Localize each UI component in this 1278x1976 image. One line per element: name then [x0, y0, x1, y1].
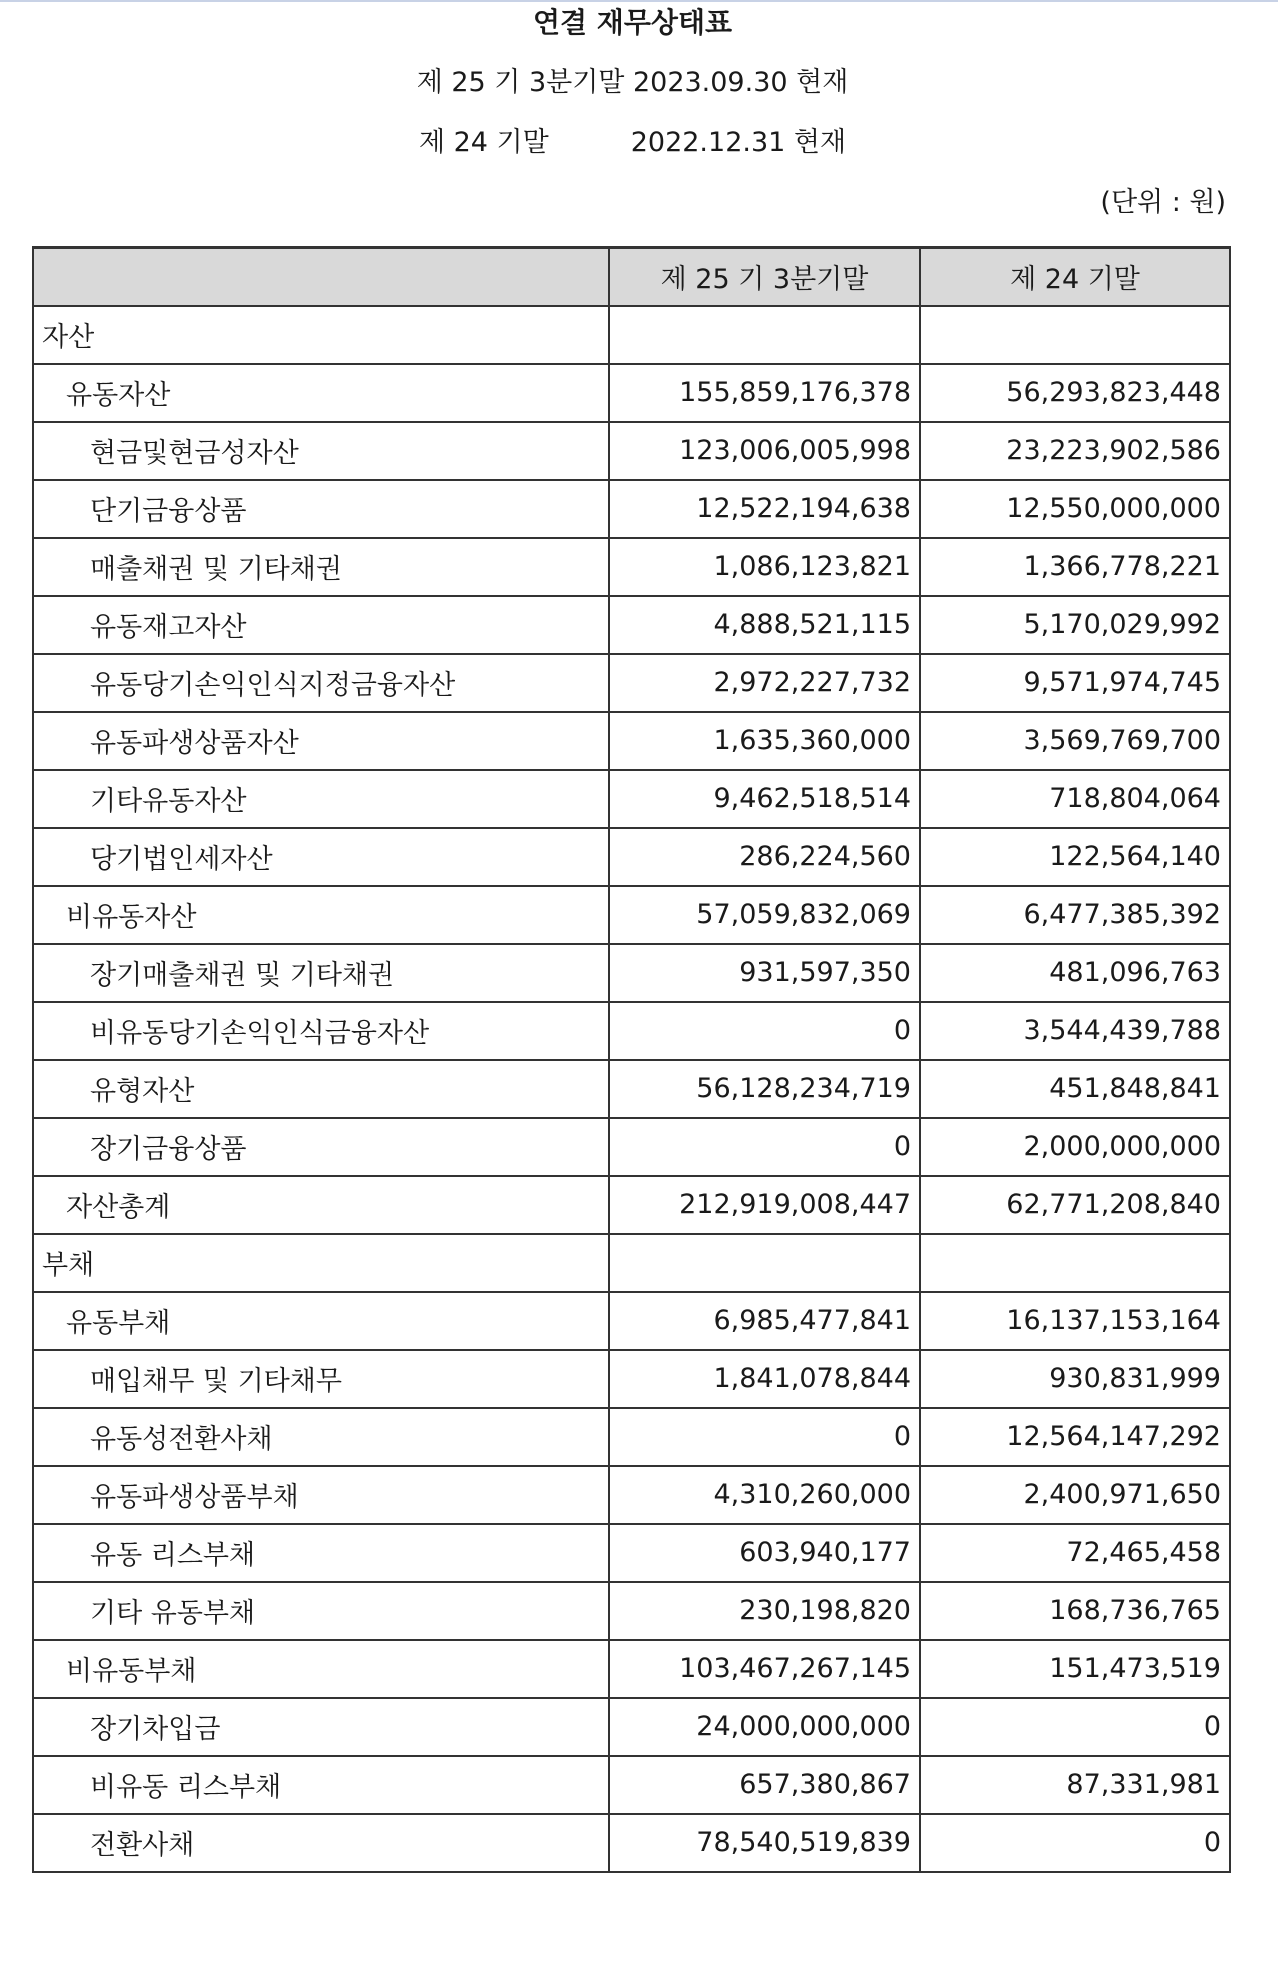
table-row: [33, 886, 1230, 944]
prior-period-value: 5,170,029,992: [920, 596, 1230, 654]
prior-period-value: 1,366,778,221: [920, 538, 1230, 596]
current-period-value: 78,540,519,839: [609, 1814, 920, 1872]
prior-period-value: 87,331,981: [920, 1756, 1230, 1814]
column-header-prior: 제 24 기말: [920, 248, 1230, 306]
current-period-value: 56,128,234,719: [609, 1060, 920, 1118]
row-label: 부채: [33, 1234, 609, 1292]
row-label: 비유동당기손익인식금융자산: [33, 1002, 609, 1060]
prior-period-value: 72,465,458: [920, 1524, 1230, 1582]
table-row: [33, 1466, 1230, 1524]
prior-period-value: 9,571,974,745: [920, 654, 1230, 712]
prior-period-value: 718,804,064: [920, 770, 1230, 828]
current-period-value: 24,000,000,000: [609, 1698, 920, 1756]
prior-period-value: 930,831,999: [920, 1350, 1230, 1408]
row-label: 유동재고자산: [33, 596, 609, 654]
table-row: [33, 1524, 1230, 1582]
row-label: 비유동 리스부채: [33, 1756, 609, 1814]
table-row: [33, 422, 1230, 480]
prior-period-value: 0: [920, 1814, 1230, 1872]
prior-period-value: 62,771,208,840: [920, 1176, 1230, 1234]
table-row: [33, 944, 1230, 1002]
current-period-value: 12,522,194,638: [609, 480, 920, 538]
current-period-value: 2,972,227,732: [609, 654, 920, 712]
row-label: 유동파생상품부채: [33, 1466, 609, 1524]
row-label: 장기매출채권 및 기타채권: [33, 944, 609, 1002]
period-prior: [0, 120, 1265, 166]
table-row: [33, 1582, 1230, 1640]
current-period-value: 4,310,260,000: [609, 1466, 920, 1524]
current-period-value: 212,919,008,447: [609, 1176, 920, 1234]
table-row: [33, 1350, 1230, 1408]
period-current: 제 25 기 3분기말 2023.09.30 현재: [416, 67, 849, 98]
table-row: [33, 770, 1230, 828]
row-label: 기타유동자산: [33, 770, 609, 828]
row-label: 유동부채: [33, 1292, 609, 1350]
row-label: 장기차입금: [33, 1698, 609, 1756]
table-row: [33, 1118, 1230, 1176]
prior-period-value: 23,223,902,586: [920, 422, 1230, 480]
table-row: [33, 1756, 1230, 1814]
prior-period-value: 3,544,439,788: [920, 1002, 1230, 1060]
row-label: 기타 유동부채: [33, 1582, 609, 1640]
prior-period-value: 6,477,385,392: [920, 886, 1230, 944]
current-period-value: 1,635,360,000: [609, 712, 920, 770]
table-body: [33, 306, 1230, 1872]
current-period-value: [609, 1234, 920, 1292]
current-period-value: 0: [609, 1002, 920, 1060]
row-label: 유동당기손익인식지정금융자산: [33, 654, 609, 712]
document-title: 연결 재무상태표: [532, 6, 733, 39]
table-row: [33, 538, 1230, 596]
prior-period-value: 16,137,153,164: [920, 1292, 1230, 1350]
row-label: 유형자산: [33, 1060, 609, 1118]
current-period-value: 0: [609, 1408, 920, 1466]
balance-sheet-table: [32, 246, 1231, 1873]
row-label: 자산: [33, 306, 609, 364]
current-period-value: 155,859,176,378: [609, 364, 920, 422]
table-row: [33, 828, 1230, 886]
row-label: 장기금융상품: [33, 1118, 609, 1176]
table-row: [33, 1234, 1230, 1292]
table-row: [33, 1814, 1230, 1872]
prior-period-value: 481,096,763: [920, 944, 1230, 1002]
prior-period-value: [920, 306, 1230, 364]
current-period-value: 286,224,560: [609, 828, 920, 886]
row-label: 비유동부채: [33, 1640, 609, 1698]
table-row: [33, 1176, 1230, 1234]
row-label: 유동성전환사채: [33, 1408, 609, 1466]
column-header-item: [33, 248, 609, 306]
row-label: 매입채무 및 기타채무: [33, 1350, 609, 1408]
table-row: [33, 654, 1230, 712]
row-label: 유동자산: [33, 364, 609, 422]
current-period-value: 103,467,267,145: [609, 1640, 920, 1698]
prior-period-value: 151,473,519: [920, 1640, 1230, 1698]
current-period-value: 123,006,005,998: [609, 422, 920, 480]
current-period-value: 4,888,521,115: [609, 596, 920, 654]
prior-period-value: 2,400,971,650: [920, 1466, 1230, 1524]
prior-period-value: 0: [920, 1698, 1230, 1756]
current-period-value: 9,462,518,514: [609, 770, 920, 828]
table-row: [33, 364, 1230, 422]
table-row: [33, 1292, 1230, 1350]
column-header-current: 제 25 기 3분기말: [609, 248, 920, 306]
prior-period-value: 3,569,769,700: [920, 712, 1230, 770]
prior-period-value: 122,564,140: [920, 828, 1230, 886]
table-row: [33, 1698, 1230, 1756]
current-period-value: 657,380,867: [609, 1756, 920, 1814]
current-period-value: 931,597,350: [609, 944, 920, 1002]
unit-label: (단위 : 원): [1100, 187, 1226, 218]
prior-period-value: 12,550,000,000: [920, 480, 1230, 538]
current-period-value: 0: [609, 1118, 920, 1176]
table-row: [33, 1408, 1230, 1466]
period-prior-date: 2022.12.31 현재: [630, 127, 847, 158]
row-label: 현금및현금성자산: [33, 422, 609, 480]
table-row: [33, 480, 1230, 538]
row-label: 유동 리스부채: [33, 1524, 609, 1582]
row-label: 비유동자산: [33, 886, 609, 944]
table-row: [33, 712, 1230, 770]
current-period-value: [609, 306, 920, 364]
header-row: [33, 248, 1230, 306]
table-row: [33, 306, 1230, 364]
row-label: 유동파생상품자산: [33, 712, 609, 770]
prior-period-value: 12,564,147,292: [920, 1408, 1230, 1466]
prior-period-value: 451,848,841: [920, 1060, 1230, 1118]
row-label: 단기금융상품: [33, 480, 609, 538]
current-period-value: 1,841,078,844: [609, 1350, 920, 1408]
table-row: [33, 1060, 1230, 1118]
row-label: 당기법인세자산: [33, 828, 609, 886]
prior-period-value: [920, 1234, 1230, 1292]
row-label: 전환사채: [33, 1814, 609, 1872]
table-row: [33, 1002, 1230, 1060]
prior-period-value: 168,736,765: [920, 1582, 1230, 1640]
table-row: [33, 596, 1230, 654]
current-period-value: 57,059,832,069: [609, 886, 920, 944]
row-label: 자산총계: [33, 1176, 609, 1234]
current-period-value: 1,086,123,821: [609, 538, 920, 596]
current-period-value: 603,940,177: [609, 1524, 920, 1582]
table-row: [33, 1640, 1230, 1698]
period-prior-label: 제 24 기말: [418, 127, 549, 158]
prior-period-value: 56,293,823,448: [920, 364, 1230, 422]
current-period-value: 6,985,477,841: [609, 1292, 920, 1350]
prior-period-value: 2,000,000,000: [920, 1118, 1230, 1176]
current-period-value: 230,198,820: [609, 1582, 920, 1640]
row-label: 매출채권 및 기타채권: [33, 538, 609, 596]
